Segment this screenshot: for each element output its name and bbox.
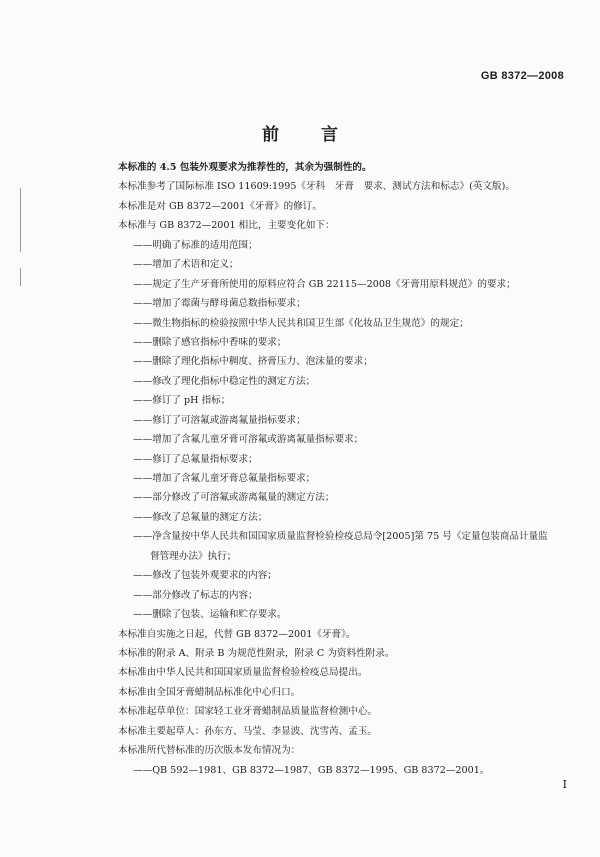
change-list-item: ——增加了术语和定义；: [133, 259, 239, 271]
foreword-paragraph: 本标准由全国牙膏蜡制品标准化中心归口。: [118, 686, 301, 698]
change-list-item: ——修订了可溶氟或游离氟量指标要求；: [133, 414, 306, 426]
foreword-paragraph: 本标准自实施之日起，代替 GB 8372—2001《牙膏》。: [118, 628, 356, 640]
change-list-item: ——删除了感官指标中香味的要求；: [133, 336, 287, 348]
change-list-item: ——净含量按中华人民共和国国家质量监督检验检疫总局令[2005]第 75 号《定量包装商品计量监: [133, 531, 548, 543]
change-list-item: ——修改了总氟量的测定方法；: [133, 511, 268, 523]
foreword-paragraph: 督管理办法》执行；: [150, 550, 237, 562]
change-list-item: ——规定了生产牙膏所使用的原料应符合 GB 22115—2008《牙膏用原料规范》的要求；: [133, 278, 516, 290]
scan-artifact-line: [20, 188, 21, 252]
foreword-paragraph: 本标准的附录 A、附录 B 为规范性附录，附录 C 为资料性附录。: [118, 647, 395, 659]
foreword-body: [118, 158, 578, 780]
foreword-paragraph: 本标准所代替标准的历次版本发布情况为：: [118, 745, 301, 757]
change-list-item: ——增加了含氟儿童牙膏可溶氟或游离氟量指标要求；: [133, 434, 364, 446]
change-list-item: ——修订了 pH 指标；: [133, 395, 231, 407]
change-list-item: ——微生物指标的检验按照中华人民共和国卫生部《化妆品卫生规范》的规定；: [133, 317, 469, 329]
foreword-paragraph: 本标准主要起草人：孙东方、马莹、李显波、沈雪芮、孟玉。: [118, 725, 378, 737]
foreword-paragraph: 本标准与 GB 8372—2001 相比，主要变化如下：: [118, 220, 335, 232]
foreword-paragraph: 本标准起草单位：国家轻工业牙膏蜡制品质量监督检测中心。: [118, 706, 378, 718]
change-list-item: ——删除了理化指标中稠度、挤膏压力、泡沫量的要求；: [133, 356, 373, 368]
page-title: 前 言: [262, 125, 356, 145]
foreword-paragraph: 本标准由中华人民共和国国家质量监督检验检疫总局提出。: [118, 667, 368, 679]
change-list-item: ——QB 592—1981、GB 8372—1987、GB 8372—1995、GB 8372—2001。: [133, 764, 490, 776]
foreword-paragraph: 本标准参考了国际标准 ISO 11609:1995《牙科 牙膏 要求、测试方法和标志》(英文版)。: [118, 181, 515, 193]
change-list-item: ——明确了标准的适用范围；: [133, 239, 258, 251]
change-list-item: ——增加了霉菌与酵母菌总数指标要求；: [133, 298, 306, 310]
foreword-paragraph: 本标准是对 GB 8372—2001《牙膏》的修订。: [118, 200, 322, 212]
standard-code: GB 8372—2008: [480, 70, 564, 82]
change-list-item: ——部分修改了标志的内容；: [133, 589, 258, 601]
change-list-item: ——删除了包装、运输和贮存要求。: [133, 609, 287, 621]
change-list-item: ——修改了包装外观要求的内容；: [133, 570, 277, 582]
change-list-item: ——增加了含氟儿童牙膏总氟量指标要求；: [133, 473, 316, 484]
foreword-paragraph: 本标准的 4.5 包装外观要求为推荐性的，其余为强制性的。: [118, 162, 372, 173]
change-list-item: ——部分修改了可溶氟或游离氟量的测定方法；: [133, 492, 335, 504]
change-list-item: ——修改了理化指标中稳定性的测定方法；: [133, 375, 316, 387]
scan-artifact-line: [20, 268, 21, 286]
page-number: I: [562, 778, 567, 791]
change-list-item: ——修订了总氟量指标要求；: [133, 453, 258, 465]
